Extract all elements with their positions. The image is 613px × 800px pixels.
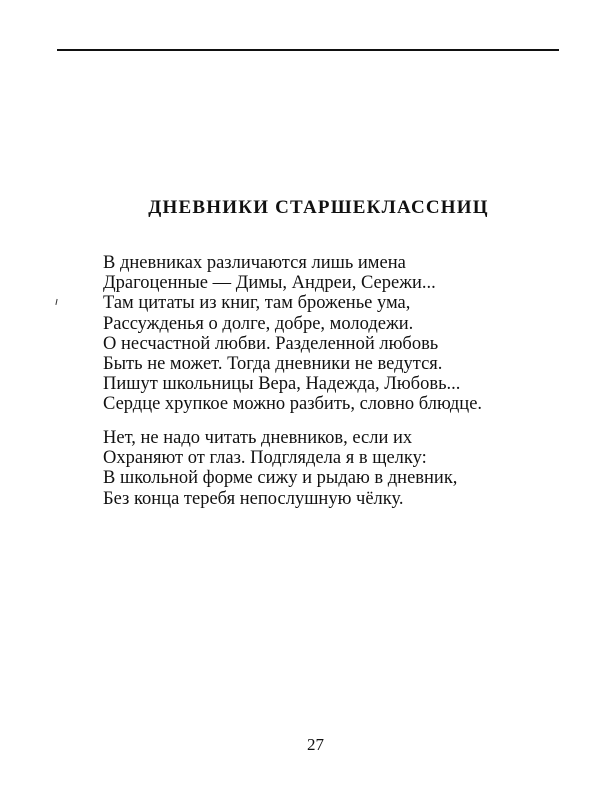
poem-line: Пишут школьницы Вера, Надежда, Любовь... <box>103 374 461 395</box>
poem-line: Там цитаты из книг, там броженье ума, <box>103 293 411 314</box>
poem-line: Рассужденья о долге, добре, молодежи. <box>103 313 414 334</box>
poem-line: Без конца теребя непослушную чёлку. <box>103 488 404 509</box>
page-number: 27 <box>307 735 324 754</box>
poem-line: Сердце хрупкое можно разбить, словно блюдце. <box>103 394 483 415</box>
poem-line: О несчастной любви. Разделенной любовь <box>103 333 439 354</box>
poem-line: В дневниках различаются лишь имена <box>103 253 406 273</box>
poem-line: Драгоценные — Димы, Андреи, Сережи... <box>103 273 436 294</box>
poem-line: Быть не может. Тогда дневники не ведутся. <box>103 354 443 375</box>
stanza-2 <box>103 428 457 509</box>
poem-title: ДНЕВНИКИ СТАРШЕКЛАССНИЦ <box>148 197 489 218</box>
poem-line: В школьной форме сижу и рыдаю в дневник, <box>103 468 458 489</box>
poem-line: Нет, не надо читать дневников, если их <box>103 428 413 448</box>
scan-speck <box>55 299 58 305</box>
top-rule <box>57 49 559 51</box>
poem-line: Охраняют от глаз. Подглядела я в щелку: <box>103 448 427 469</box>
stanza-1 <box>103 253 482 415</box>
